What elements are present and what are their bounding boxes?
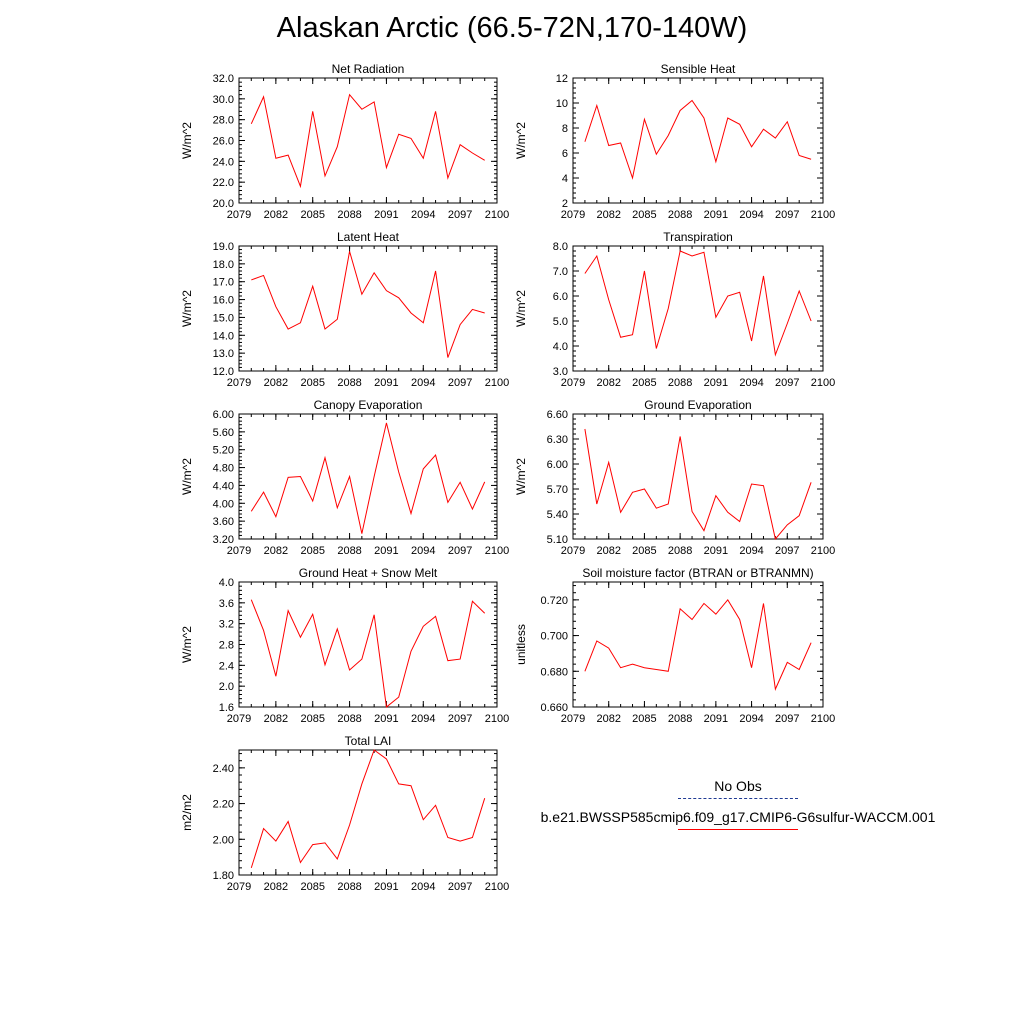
plot-area (514, 398, 835, 557)
series-line-1 (585, 251, 811, 355)
x-tick-label: 2091 (374, 377, 399, 389)
y-tick-label: 3.2 (218, 618, 234, 631)
y-axis-label: W/m^2 (180, 458, 194, 495)
plot-frame (573, 582, 823, 707)
y-tick-label: 30.0 (212, 93, 234, 106)
x-tick-label: 2088 (337, 881, 362, 893)
x-tick-label: 2088 (337, 377, 362, 389)
panel-title: Total LAI (344, 734, 392, 748)
x-tick-label: 2100 (810, 545, 836, 557)
x-tick-label: 2082 (263, 209, 289, 221)
y-tick-label: 0.700 (540, 630, 568, 643)
x-tick-label: 2082 (263, 545, 289, 557)
x-tick-label: 2085 (300, 713, 325, 725)
y-axis-label: W/m^2 (514, 290, 528, 327)
x-tick-label: 2097 (775, 377, 800, 389)
y-tick-label: 2.00 (212, 834, 234, 847)
x-tick-label: 2082 (596, 713, 621, 725)
y-tick-label: 3.0 (552, 366, 568, 378)
chart-panel-3 (169, 226, 510, 401)
legend-model-label: b.e21.BWSSP585cmip6.f09_g17.CMIP6-G6sulfur-WACCM.001 (540, 809, 936, 825)
y-tick-label: 2 (561, 198, 568, 210)
chart-panel-6 (503, 394, 836, 569)
panel-title: Soil moisture factor (BTRAN or BTRANMN) (582, 566, 814, 580)
chart-panel-4 (503, 226, 836, 401)
x-tick-label: 2079 (560, 377, 586, 389)
plot-frame (573, 78, 823, 203)
series-line-1 (251, 95, 484, 187)
x-tick-label: 2094 (739, 377, 764, 389)
x-tick-label: 2100 (484, 713, 510, 725)
y-tick-label: 6.00 (212, 409, 234, 421)
plot-frame (239, 246, 497, 371)
x-tick-label: 2085 (632, 545, 657, 557)
y-tick-label: 8.0 (552, 241, 568, 253)
y-tick-label: 20.0 (212, 198, 234, 210)
x-tick-label: 2091 (374, 209, 399, 221)
x-tick-label: 2082 (596, 209, 621, 221)
y-tick-label: 4 (561, 173, 568, 185)
x-tick-label: 2088 (667, 713, 693, 725)
y-axis-label: W/m^2 (180, 122, 194, 159)
chart-panel-8 (503, 562, 836, 737)
y-tick-label: 18.0 (212, 258, 234, 271)
x-tick-label: 2097 (775, 545, 800, 557)
chart-panel-2 (503, 58, 836, 233)
series-line-1 (251, 750, 484, 868)
y-tick-label: 5.0 (552, 316, 568, 328)
y-tick-label: 2.20 (212, 798, 234, 811)
y-tick-label: 6.00 (546, 459, 568, 471)
x-tick-label: 2094 (411, 209, 436, 221)
y-tick-label: 3.6 (218, 597, 234, 610)
x-tick-label: 2088 (667, 545, 693, 557)
y-tick-label: 16.0 (212, 294, 234, 307)
plot-frame (239, 582, 497, 707)
y-tick-label: 4.80 (212, 462, 234, 475)
plot-frame (239, 750, 497, 875)
x-tick-label: 2091 (703, 713, 729, 725)
x-tick-label: 2079 (560, 713, 586, 725)
chart-panel-7 (169, 562, 510, 737)
x-tick-label: 2085 (300, 377, 325, 389)
panel-title: Sensible Heat (660, 62, 736, 76)
y-tick-label: 2.40 (212, 762, 234, 775)
y-tick-label: 13.0 (212, 348, 234, 361)
y-tick-label: 22.0 (212, 177, 234, 190)
y-tick-label: 2.4 (218, 660, 234, 673)
y-axis-label: W/m^2 (180, 290, 194, 327)
chart-panel-1 (169, 58, 510, 233)
series-line-1 (251, 600, 484, 707)
x-tick-label: 2094 (411, 881, 436, 893)
x-tick-label: 2085 (632, 377, 657, 389)
x-tick-label: 2091 (703, 209, 729, 221)
y-tick-label: 8 (561, 123, 568, 135)
y-tick-label: 4.0 (218, 577, 234, 589)
plot-area (514, 230, 835, 389)
x-tick-label: 2088 (337, 713, 362, 725)
y-tick-label: 32.0 (212, 73, 234, 85)
series-line-1 (585, 101, 811, 179)
x-tick-label: 2097 (447, 881, 473, 893)
x-tick-label: 2094 (739, 713, 764, 725)
legend-obs-label: No Obs (714, 778, 762, 794)
y-axis-label: unitless (514, 624, 528, 665)
legend (520, 778, 956, 840)
y-tick-label: 19.0 (212, 241, 234, 253)
chart-panel-9 (169, 730, 510, 905)
plot-frame (239, 78, 497, 203)
x-tick-label: 2079 (560, 209, 586, 221)
x-tick-label: 2091 (374, 881, 399, 893)
x-tick-label: 2079 (226, 545, 252, 557)
x-tick-label: 2085 (300, 209, 325, 221)
x-tick-label: 2079 (226, 377, 252, 389)
figure-title: Alaskan Arctic (66.5-72N,170-140W) (276, 12, 748, 44)
x-tick-label: 2088 (337, 209, 362, 221)
x-tick-label: 2097 (447, 209, 473, 221)
plot-area (514, 62, 835, 221)
x-tick-label: 2085 (300, 881, 325, 893)
chart-panel-5 (169, 394, 510, 569)
x-tick-label: 2079 (560, 545, 586, 557)
y-tick-label: 6.0 (552, 291, 568, 303)
x-tick-label: 2100 (484, 545, 510, 557)
y-tick-label: 6.30 (546, 434, 568, 446)
y-tick-label: 7.0 (552, 266, 568, 278)
y-tick-label: 24.0 (212, 156, 234, 169)
x-tick-label: 2094 (739, 209, 764, 221)
plot-area (180, 62, 509, 221)
y-tick-label: 26.0 (212, 135, 234, 148)
y-tick-label: 1.6 (218, 702, 234, 714)
y-tick-label: 28.0 (212, 114, 234, 127)
y-tick-label: 2.0 (218, 681, 234, 694)
x-tick-label: 2091 (374, 545, 399, 557)
y-tick-label: 3.20 (212, 534, 234, 546)
y-axis-label: m2/m2 (180, 794, 194, 831)
x-tick-label: 2079 (226, 713, 252, 725)
y-tick-label: 4.00 (212, 498, 234, 511)
plot-area (514, 566, 835, 725)
y-tick-label: 5.10 (546, 534, 568, 546)
y-tick-label: 14.0 (212, 330, 234, 343)
x-tick-label: 2088 (667, 377, 693, 389)
series-line-1 (585, 429, 811, 539)
series-line-1 (251, 423, 484, 534)
x-tick-label: 2100 (484, 881, 510, 893)
x-tick-label: 2097 (447, 713, 473, 725)
y-axis-label: W/m^2 (514, 122, 528, 159)
x-tick-label: 2094 (411, 377, 436, 389)
series-line-1 (251, 251, 484, 357)
y-tick-label: 3.60 (212, 516, 234, 529)
y-tick-label: 12 (555, 73, 568, 85)
x-tick-label: 2100 (810, 377, 836, 389)
y-tick-label: 0.660 (540, 702, 568, 714)
plot-area (180, 398, 509, 557)
x-tick-label: 2100 (484, 377, 510, 389)
y-tick-label: 0.680 (540, 666, 568, 679)
y-tick-label: 10 (555, 98, 568, 110)
x-tick-label: 2091 (703, 377, 729, 389)
plot-frame (239, 414, 497, 539)
y-tick-label: 5.70 (546, 484, 568, 496)
panel-title: Net Radiation (331, 62, 405, 76)
y-tick-label: 1.80 (212, 870, 234, 882)
x-tick-label: 2082 (596, 377, 621, 389)
y-tick-label: 6 (561, 148, 568, 160)
x-tick-label: 2097 (775, 713, 800, 725)
x-tick-label: 2094 (411, 545, 436, 557)
legend-model-line (678, 829, 798, 830)
x-tick-label: 2094 (411, 713, 436, 725)
plot-area (180, 230, 509, 389)
y-tick-label: 5.20 (212, 444, 234, 457)
x-tick-label: 2079 (226, 881, 252, 893)
legend-obs-line (678, 798, 798, 799)
panel-title: Canopy Evaporation (313, 398, 423, 412)
x-tick-label: 2082 (263, 881, 289, 893)
x-tick-label: 2094 (739, 545, 764, 557)
y-tick-label: 12.0 (212, 366, 234, 378)
plot-frame (573, 246, 823, 371)
x-tick-label: 2085 (632, 713, 657, 725)
x-tick-label: 2085 (300, 545, 325, 557)
x-tick-label: 2100 (810, 209, 836, 221)
y-tick-label: 4.0 (552, 341, 568, 353)
y-tick-label: 17.0 (212, 276, 234, 289)
series-line-1 (585, 600, 811, 689)
panel-title: Ground Evaporation (644, 398, 752, 412)
x-tick-label: 2091 (703, 545, 729, 557)
y-axis-label: W/m^2 (180, 626, 194, 663)
x-tick-label: 2100 (484, 209, 510, 221)
y-tick-label: 6.60 (546, 409, 568, 421)
x-tick-label: 2082 (263, 377, 289, 389)
x-tick-label: 2082 (263, 713, 289, 725)
y-tick-label: 5.60 (212, 426, 234, 439)
x-tick-label: 2088 (337, 545, 362, 557)
plot-area (180, 734, 509, 893)
plot-area (180, 566, 509, 725)
x-tick-label: 2085 (632, 209, 657, 221)
x-tick-label: 2091 (374, 713, 399, 725)
y-axis-label: W/m^2 (514, 458, 528, 495)
y-tick-label: 15.0 (212, 312, 234, 325)
panel-title: Latent Heat (336, 230, 400, 244)
x-tick-label: 2097 (447, 377, 473, 389)
y-tick-label: 5.40 (546, 509, 568, 521)
panel-title: Transpiration (663, 230, 733, 244)
y-tick-label: 0.720 (540, 594, 568, 607)
x-tick-label: 2097 (775, 209, 800, 221)
x-tick-label: 2079 (226, 209, 252, 221)
x-tick-label: 2082 (596, 545, 621, 557)
y-tick-label: 4.40 (212, 480, 234, 493)
x-tick-label: 2088 (667, 209, 693, 221)
y-tick-label: 2.8 (218, 639, 234, 652)
x-tick-label: 2100 (810, 713, 836, 725)
panel-title: Ground Heat + Snow Melt (298, 566, 438, 580)
x-tick-label: 2097 (447, 545, 473, 557)
